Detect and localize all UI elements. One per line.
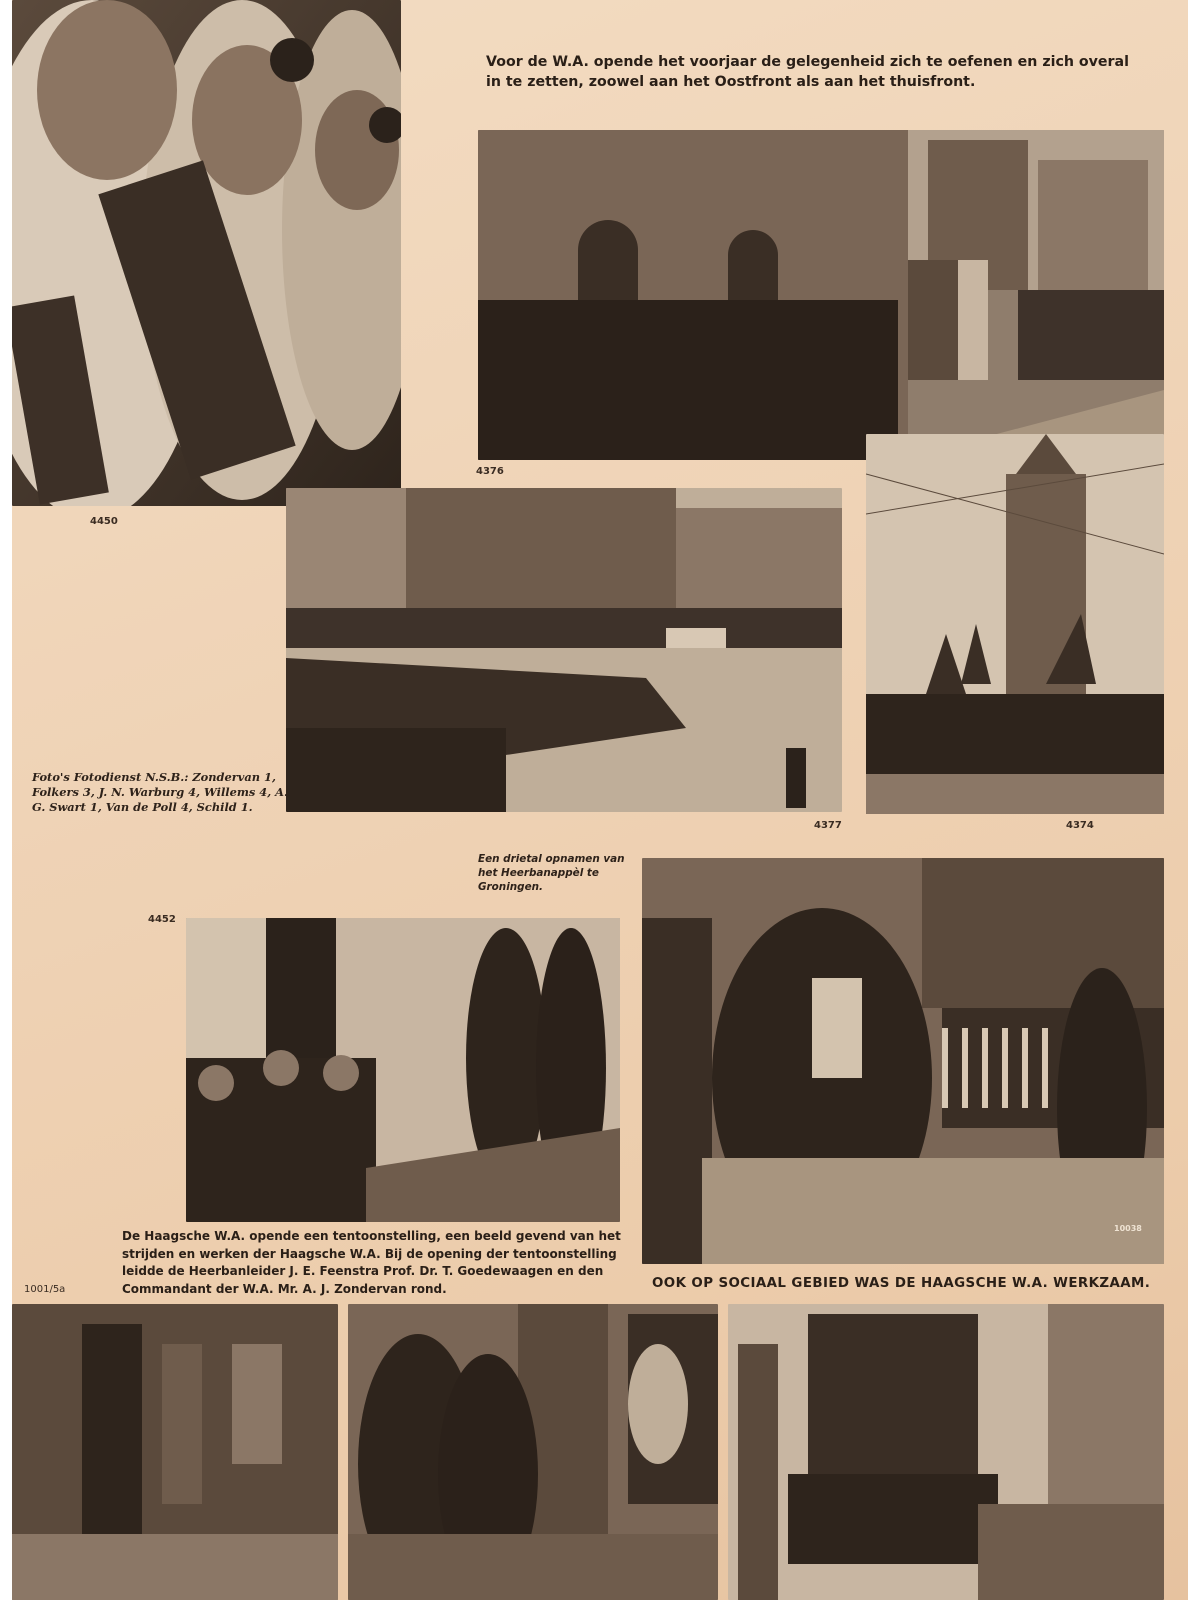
magazine-page: [12, 0, 1188, 1600]
photo-number-4452: 4452: [148, 914, 176, 925]
photo-brick-house: [12, 1304, 338, 1600]
photo-number-4377: 4377: [814, 820, 842, 831]
photo-visitors-door: [348, 1304, 718, 1600]
photo-parade-building: [478, 130, 1164, 460]
sociaal-heading: OOK OP SOCIAAL GEBIED WAS DE HAAGSCHE W.A. WERKZAAM.: [652, 1276, 1151, 1291]
photo-exhibition: [186, 918, 620, 1222]
haagsche-caption: De Haagsche W.A. opende een tentoonstelling, een beeld gevend van het strijden en werken der Haagsche W.A. Bij de opening der tentoonstelling leidde de Heerbanleider J. E. Feenstra Prof. Dr. T. Goedewaagen en den Commandant der W.A. Mr. A. J. Zondervan rond.: [122, 1229, 621, 1296]
photo-tower-flags: [866, 434, 1164, 814]
intro-caption: Voor de W.A. opende het voorjaar de gelegenheid zich te oefenen en zich overal in te zetten, zoowel aan het Oostfront als aan het thuisfront.: [486, 54, 1129, 90]
photo-number-4450: 4450: [90, 516, 118, 527]
photo-number-1001: 1001/5a: [24, 1284, 66, 1295]
photo-credits: Foto's Fotodienst N.S.B.: Zondervan 1, Folkers 3, J. N. Warburg 4, Willems 4, A. G. Swart 1, Van de Poll 4, Schild 1.: [32, 770, 288, 814]
photo-number-10038: 10038: [1114, 1224, 1142, 1233]
photo-snow-soldiers: [12, 0, 401, 506]
photo-number-4376: 4376: [476, 466, 504, 477]
photo-march-square: [286, 488, 842, 812]
groningen-caption: Een drietal opnamen van het Heerbanappèl te Groningen.: [478, 853, 625, 893]
photo-crowd-children: [642, 858, 1164, 1264]
photo-bed-interior: [728, 1304, 1164, 1600]
photo-number-4374: 4374: [1066, 820, 1094, 831]
